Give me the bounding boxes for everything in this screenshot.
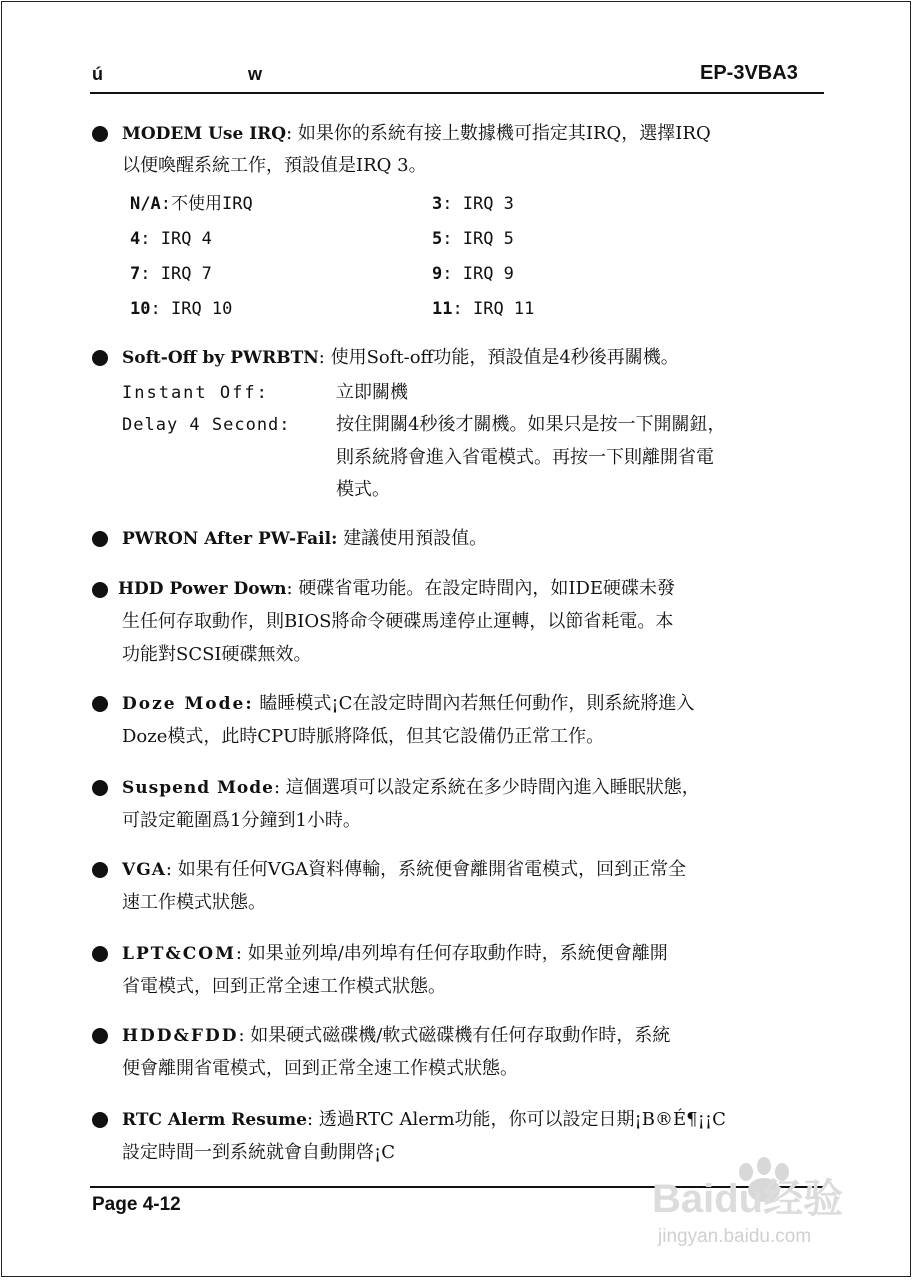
irq-option: N/A:不使用IRQ xyxy=(130,194,253,214)
delay-val-3: 模式。 xyxy=(336,479,390,500)
vga-desc-2: 速工作模式狀態。 xyxy=(122,892,266,913)
softoff-desc: 使用Soft-off功能，預設值是4秒後再關機。 xyxy=(324,347,679,368)
softoff-term: Soft-Off by PWRBTN xyxy=(122,348,319,368)
rtc-desc-1: 透過RTC Alerm功能，你可以設定日期¡B®É¶¡¡C xyxy=(313,1109,726,1130)
delay-key: Delay 4 Second: xyxy=(122,415,291,435)
suspend-desc-1: 這個選項可以設定系統在多少時間內進入睡眠狀態， xyxy=(280,777,700,798)
lpt-desc-1: 如果並列埠/串列埠有任何存取動作時，系統便會離開 xyxy=(241,943,668,964)
pwron-term: PWRON After PW-Fail: xyxy=(122,529,338,549)
vga-sep: : xyxy=(165,859,172,880)
doze-desc-2: Doze模式，此時CPU時脈將降低，但其它設備仍正常工作。 xyxy=(122,726,605,747)
pwron-line xyxy=(122,527,487,551)
rtc-line-1 xyxy=(122,1108,726,1132)
instant-off-key: Instant Off: xyxy=(122,383,269,403)
suspend-desc-2: 可設定範圍爲1分鐘到1小時。 xyxy=(122,810,361,831)
paw-icon xyxy=(650,1150,890,1250)
modem-line-1 xyxy=(122,122,711,146)
logo-glyph: ú xyxy=(92,64,105,84)
lpt-term: LPT&COM xyxy=(122,944,236,964)
hdd-term: HDD Power Down xyxy=(118,579,287,599)
vga-term: VGA xyxy=(122,860,166,880)
irq-option: 3: IRQ 3 xyxy=(432,194,514,214)
modem-desc-2: 以便喚醒系統工作，預設值是IRQ 3。 xyxy=(122,155,427,176)
header-logo xyxy=(92,64,265,85)
hdd-sep: : xyxy=(286,578,293,599)
bullet xyxy=(92,531,108,547)
watermark-url: jingyan.baidu.com xyxy=(658,1226,812,1247)
irq-option: 7: IRQ 7 xyxy=(130,264,212,284)
watermark-brand: Baidu经验 xyxy=(652,1177,844,1221)
hddfdd-desc-1: 如果硬式磁碟機/軟式磁碟機有任何存取動作時，系統 xyxy=(244,1025,671,1046)
bullet xyxy=(92,696,108,712)
bullet xyxy=(92,780,108,796)
delay-val-2: 則系統將會進入省電模式。再按一下則離開省電 xyxy=(336,447,714,468)
hdd-desc-2: 生任何存取動作，則BIOS將命令硬碟馬達停止運轉，以節省耗電。本 xyxy=(122,611,674,632)
suspend-line-1 xyxy=(122,776,700,800)
rtc-term: RTC Alerm Resume xyxy=(122,1110,307,1130)
softoff-sep: : xyxy=(318,347,325,368)
doze-term: Doze Mode: xyxy=(122,694,254,714)
rtc-desc-2: 設定時間一到系統就會自動開啓¡C xyxy=(122,1142,396,1163)
hdd-desc-1: 硬碟省電功能。在設定時間內，如IDE硬碟未發 xyxy=(292,578,676,599)
bullet xyxy=(92,1028,108,1044)
hddfdd-term: HDD&FDD xyxy=(122,1026,239,1046)
bullet xyxy=(92,582,108,598)
softoff-line-1 xyxy=(122,346,679,370)
vga-line-1 xyxy=(122,858,686,882)
header-rule xyxy=(90,92,824,94)
bullet xyxy=(92,862,108,878)
hdd-desc-3: 功能對SCSI硬碟無效。 xyxy=(122,644,312,665)
suspend-term: Suspend Mode xyxy=(122,778,274,798)
irq-option: 9: IRQ 9 xyxy=(432,264,514,284)
page-number: Page 4-12 xyxy=(92,1194,181,1215)
bullet xyxy=(92,946,108,962)
irq-option: 10: IRQ 10 xyxy=(130,299,233,319)
irq-option: 5: IRQ 5 xyxy=(432,229,514,249)
modem-sep: : xyxy=(286,123,293,144)
irq-option: 11: IRQ 11 xyxy=(432,299,535,319)
bullet xyxy=(92,126,108,142)
vga-desc-1: 如果有任何VGA資料傳輸，系統便會離開省電模式，回到正常全 xyxy=(171,859,687,880)
rtc-sep: : xyxy=(306,1109,314,1130)
irq-option: 4: IRQ 4 xyxy=(130,229,212,249)
suspend-sep: : xyxy=(273,777,281,798)
modem-term: MODEM Use IRQ xyxy=(122,124,287,144)
lpt-sep: : xyxy=(235,943,242,964)
logo-glyph-w: w xyxy=(248,64,265,84)
delay-val-1: 按住開關4秒後才關機。如果只是按一下開關鈕， xyxy=(336,414,726,435)
watermark xyxy=(650,1150,890,1250)
hdd-line-1 xyxy=(118,577,675,601)
hddfdd-desc-2: 便會離開省電模式，回到正常全速工作模式狀態。 xyxy=(122,1058,518,1079)
lpt-line-1 xyxy=(122,942,668,966)
doze-desc-1: 瞌睡模式¡C在設定時間內若無任何動作，則系統將進入 xyxy=(253,693,695,714)
hddfdd-sep: : xyxy=(238,1025,245,1046)
hddfdd-line-1 xyxy=(122,1024,670,1048)
pwron-desc: 建議使用預設值。 xyxy=(337,528,488,549)
model-name: EP-3VBA3 xyxy=(700,62,798,84)
bullet xyxy=(92,1112,108,1128)
lpt-desc-2: 省電模式，回到正常全速工作模式狀態。 xyxy=(122,976,446,997)
doze-line-1 xyxy=(122,692,694,716)
bullet xyxy=(92,350,108,366)
instant-off-val: 立即關機 xyxy=(336,382,408,403)
modem-desc-1: 如果你的系統有接上數據機可指定其IRQ，選擇IRQ xyxy=(292,123,711,144)
